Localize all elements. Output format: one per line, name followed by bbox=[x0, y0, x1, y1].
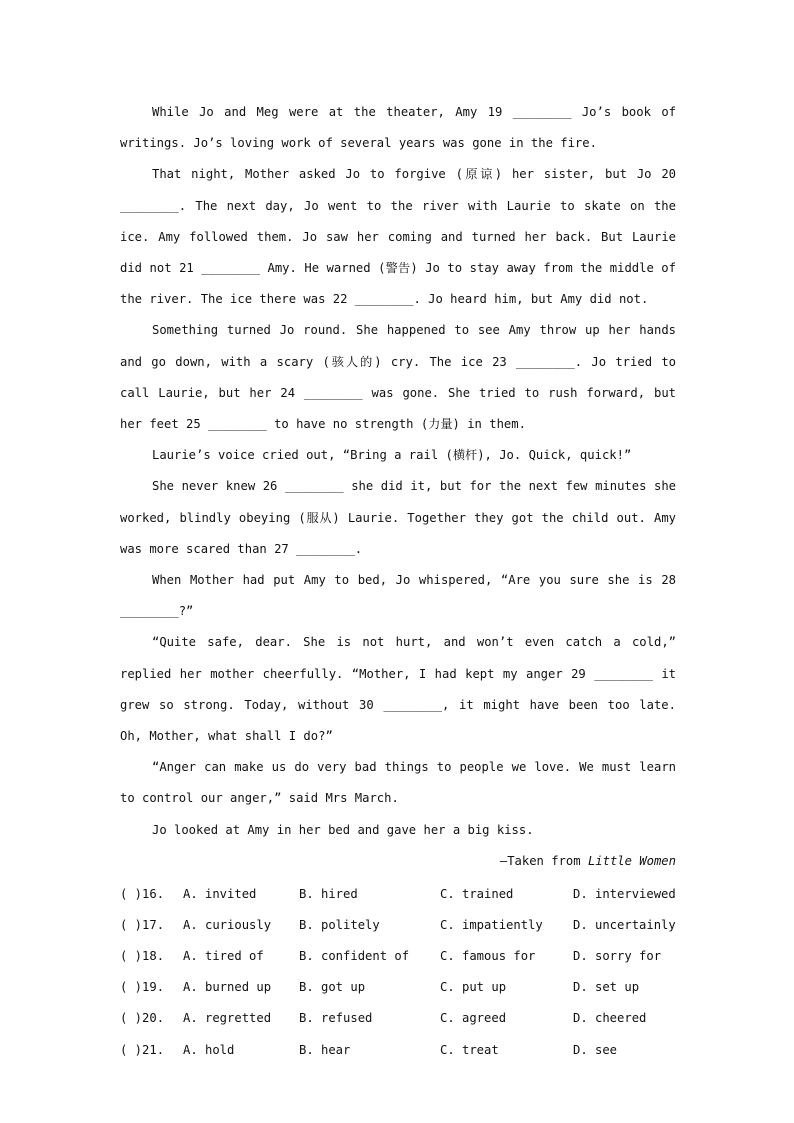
question-num-label: 18. bbox=[142, 949, 165, 964]
source-attribution bbox=[120, 846, 676, 877]
option-d: D. set up bbox=[573, 980, 640, 995]
question-num-label: 16. bbox=[142, 886, 165, 901]
option-a: A. hold bbox=[183, 1042, 235, 1057]
paragraph: She never knew 26 ________ she did it, but for the next few minutes she worked, blindly obeying (服从) Laurie. Together they got the child out. Amy was more scared than 27 ________. bbox=[120, 479, 676, 556]
option-a: A. curiously bbox=[183, 917, 272, 932]
question-number bbox=[120, 878, 183, 909]
paragraph: “Anger can make us do very bad things to people we love. We must learn to control our anger,” said Mrs March. bbox=[120, 760, 676, 806]
attribution-prefix: —Taken from bbox=[499, 853, 588, 868]
question-num-label: 21. bbox=[142, 1042, 165, 1057]
option-d: D. sorry for bbox=[573, 949, 662, 964]
option-d: D. see bbox=[573, 1042, 618, 1057]
question-number bbox=[120, 972, 183, 1003]
question-row bbox=[120, 878, 680, 909]
paragraph: “Quite safe, dear. She is not hurt, and won’t even catch a cold,” replied her mother cheerfully. “Mother, I had kept my anger 29 ________ it grew so strong. Today, without 30 ________, it might have been too late. Oh, Mother, what shall I do?” bbox=[120, 635, 676, 744]
question-num-label: 20. bbox=[142, 1011, 165, 1026]
question-table bbox=[120, 878, 680, 1065]
paragraph: That night, Mother asked Jo to forgive (原谅) her sister, but Jo 20 ________. The next day, Jo went to the river with Laurie to skate on the ice. Amy followed them. Jo saw her coming and turned her back. But Laurie did not 21 ________ Amy. He warned (警告) Jo to stay away from the middle of the river. The ice there was 22 ________. Jo heard him, but Amy did not. bbox=[120, 167, 676, 307]
paragraph: When Mother had put Amy to bed, Jo whispered, “Are you sure she is 28 ________?” bbox=[120, 573, 676, 619]
question-number bbox=[120, 940, 183, 971]
paragraph: Something turned Jo round. She happened to see Amy throw up her hands and go down, with a scary (骇人的) cry. The ice 23 ________. Jo tried to call Laurie, but her 24 ________ was gone. She tried to rush forward, but her feet 25 ________ to have no strength (力量) in them. bbox=[120, 323, 676, 432]
question-row bbox=[120, 909, 680, 940]
option-b: B. hired bbox=[299, 886, 358, 901]
option-c: C. impatiently bbox=[440, 917, 543, 932]
option-a: A. burned up bbox=[183, 980, 272, 995]
option-c: C. trained bbox=[440, 886, 514, 901]
option-b: B. politely bbox=[299, 917, 380, 932]
answer-bracket[interactable]: ( ) bbox=[120, 980, 143, 995]
option-c: C. famous for bbox=[440, 949, 536, 964]
question-number bbox=[120, 1034, 183, 1065]
option-c: C. treat bbox=[440, 1042, 499, 1057]
question-row bbox=[120, 1034, 680, 1065]
question-num-label: 17. bbox=[142, 917, 165, 932]
option-d: D. cheered bbox=[573, 1011, 647, 1026]
attribution-title: Little Women bbox=[587, 853, 676, 868]
option-c: C. put up bbox=[440, 980, 507, 995]
paragraph: Jo looked at Amy in her bed and gave her a big kiss. bbox=[152, 822, 534, 837]
answer-bracket[interactable]: ( ) bbox=[120, 917, 143, 932]
answer-bracket[interactable]: ( ) bbox=[120, 886, 143, 901]
document-page bbox=[120, 97, 676, 1065]
answer-bracket[interactable]: ( ) bbox=[120, 1011, 143, 1026]
question-row bbox=[120, 972, 680, 1003]
passage bbox=[120, 97, 676, 846]
option-a: A. tired of bbox=[183, 949, 264, 964]
question-num-label: 19. bbox=[142, 980, 165, 995]
option-b: B. refused bbox=[299, 1011, 373, 1026]
question-number bbox=[120, 909, 183, 940]
answer-bracket[interactable]: ( ) bbox=[120, 949, 143, 964]
option-b: B. got up bbox=[299, 980, 366, 995]
option-d: D. interviewed bbox=[573, 886, 676, 901]
option-c: C. agreed bbox=[440, 1011, 507, 1026]
paragraph: Laurie’s voice cried out, “Bring a rail (横杆), Jo. Quick, quick!” bbox=[152, 448, 632, 463]
option-d: D. uncertainly bbox=[573, 917, 676, 932]
paragraph: While Jo and Meg were at the theater, Amy 19 ________ Jo’s book of writings. Jo’s loving work of several years was gone in the fire. bbox=[120, 105, 676, 151]
option-b: B. hear bbox=[299, 1042, 351, 1057]
option-a: A. regretted bbox=[183, 1011, 272, 1026]
option-b: B. confident of bbox=[299, 949, 410, 964]
option-a: A. invited bbox=[183, 886, 257, 901]
question-row bbox=[120, 1003, 680, 1034]
question-number bbox=[120, 1003, 183, 1034]
answer-bracket[interactable]: ( ) bbox=[120, 1042, 143, 1057]
question-row bbox=[120, 940, 680, 971]
